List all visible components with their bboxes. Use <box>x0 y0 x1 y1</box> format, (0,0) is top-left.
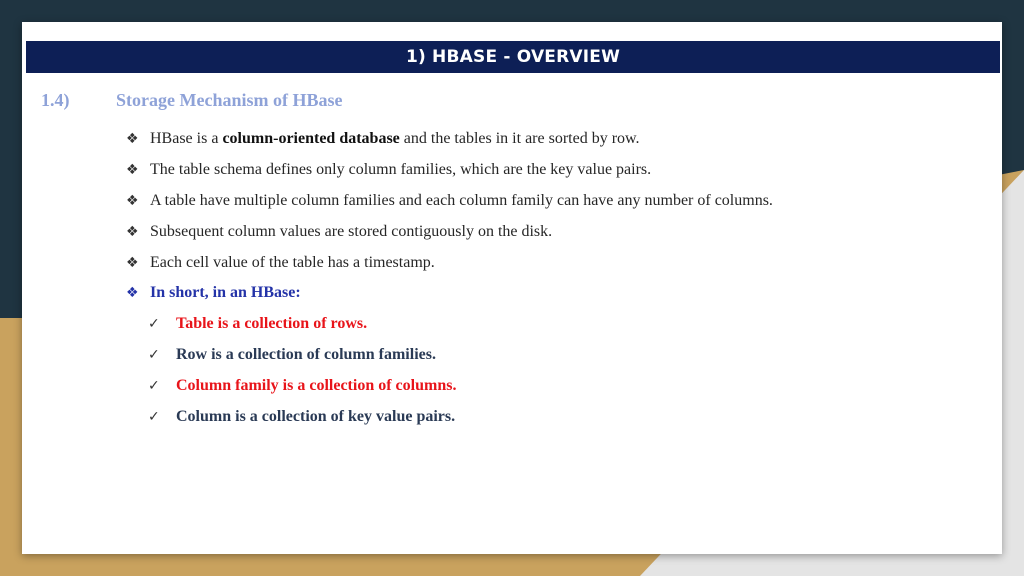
diamond-bullet-icon: ❖ <box>126 254 139 271</box>
diamond-bullet-icon: ❖ <box>126 192 139 209</box>
diamond-bullet-icon: ❖ <box>126 285 139 302</box>
list-item <box>126 186 986 217</box>
list-item <box>126 278 986 309</box>
diamond-bullet-icon: ❖ <box>126 223 139 240</box>
sub-list-item <box>126 309 986 340</box>
slide-title: 1) HBASE - OVERVIEW <box>405 47 621 67</box>
header-bar <box>26 41 1000 73</box>
section-title: Storage Mechanism of HBase <box>116 90 343 110</box>
sub-bullet-text: Table is a collection of rows. <box>176 315 368 333</box>
list-item <box>126 216 986 247</box>
sub-bullet-text: Row is a collection of column families. <box>176 345 436 363</box>
sub-list-item <box>126 370 986 401</box>
sub-list-item <box>126 340 986 371</box>
bullet-text: Subsequent column values are stored contiguously on the disk. <box>150 222 553 240</box>
check-icon: ✓ <box>148 346 160 363</box>
list-item <box>126 155 986 186</box>
check-icon: ✓ <box>148 408 160 425</box>
bullet-text-in-short: In short, in an HBase: <box>150 284 301 302</box>
diamond-bullet-icon: ❖ <box>126 131 139 148</box>
bullet-text: A table have multiple column families and each column family can have any number of columns. <box>150 191 773 209</box>
bullet-text: The table schema defines only column families, which are the key value pairs. <box>150 161 652 179</box>
list-item <box>126 247 986 278</box>
check-icon: ✓ <box>148 316 160 333</box>
bullet-text: HBase is a column-oriented database and the tables in it are sorted by row. <box>150 130 640 148</box>
sub-list-item <box>126 401 986 432</box>
slide <box>22 22 1002 554</box>
bullet-text: Each cell value of the table has a timestamp. <box>150 253 435 271</box>
bullet-list <box>126 124 986 432</box>
sub-bullet-text: Column family is a collection of columns. <box>176 376 457 394</box>
diamond-bullet-icon: ❖ <box>126 162 139 179</box>
list-item <box>126 124 986 155</box>
check-icon: ✓ <box>148 377 160 394</box>
sub-bullet-text: Column is a collection of key value pairs. <box>176 407 456 425</box>
section-number: 1.4) <box>41 90 70 110</box>
